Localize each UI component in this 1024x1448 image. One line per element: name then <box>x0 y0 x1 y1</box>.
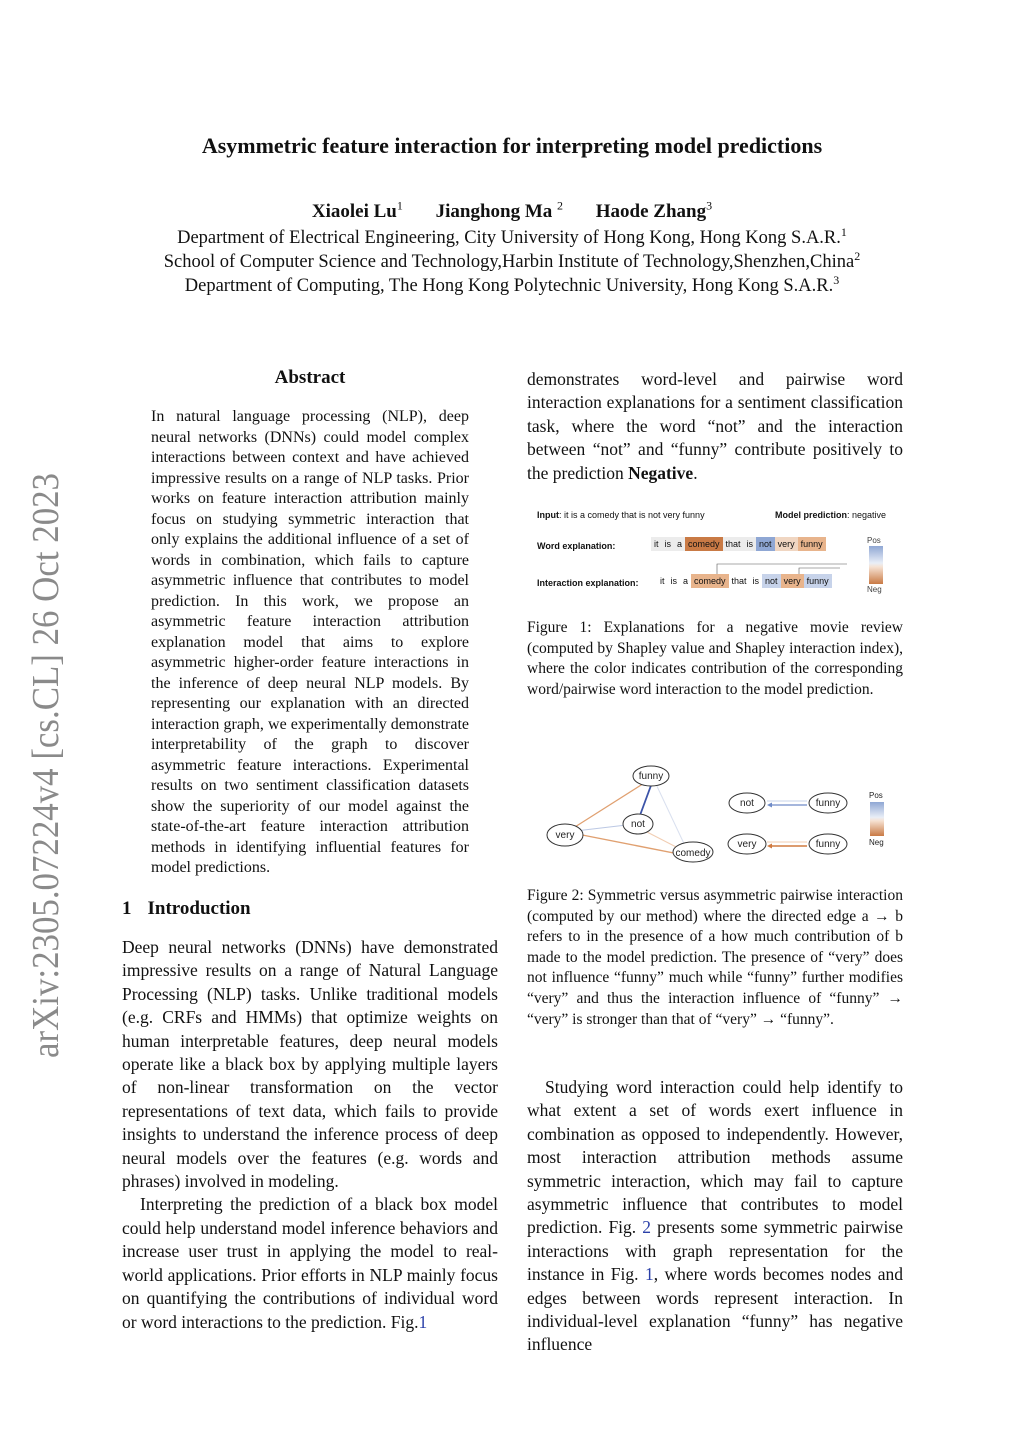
author-1 <box>312 201 403 222</box>
author-1-name: Xiaolei Lu <box>311 201 397 223</box>
fig1-interaction-token: it <box>657 574 668 588</box>
figure-2 <box>527 760 903 872</box>
fig2-ref-link[interactable]: 2 <box>642 1217 652 1238</box>
fig1-arc-comedy <box>717 564 847 574</box>
abstract-body: In natural language processing (NLP), deep neural networks (DNNs) could model complex interactions between context and have achieved impressive results on a range of NLP tasks. Prior works on feature interaction attribution mainly focus on studying symmetric interaction that only explains the additional influence of a set of words in combination, which fails to capture asymmetric influence that contributes to model prediction. In this work, we propose an asymmetric feature interaction attribution explanation model that aims to explore asymmetric higher-order feature interactions in the inference of deep neural NLP models. By representing our explanation with an directed interaction graph, we experimentally demonstrate interpretability of the graph to discover asymmetric feature interactions. Experimental results on two sentiment classification datasets show the superiority of our model against the state-of-the-art feature interaction attribution methods in identifying influential features for model predictions. <box>151 408 469 876</box>
fig2-node-funny-label: funny <box>638 771 664 782</box>
fig2-pair1-funny-label: funny <box>815 798 841 809</box>
section-number: 1 <box>122 898 132 919</box>
affiliation-2-text: School of Computer Science and Technology,Harbin Institute of Technology,Shenzhen,China <box>163 252 855 273</box>
affiliation-1-sup: 1 <box>840 225 847 239</box>
fig2-pair2-very-label: very <box>737 839 757 850</box>
fig1-word-token: that <box>723 537 744 551</box>
fig1-interaction-tokens <box>657 574 832 588</box>
fig1-input-label: Input <box>537 510 559 520</box>
fig1-interaction-token: that <box>729 574 750 588</box>
fig1-word-token: not <box>756 537 775 551</box>
section-heading <box>122 898 251 920</box>
right-top-paragraph <box>527 368 903 485</box>
author-2-name: Jianghong Ma <box>435 201 553 223</box>
fig2-node-comedy-label: comedy <box>675 848 711 859</box>
arxiv-stamp <box>28 470 68 1070</box>
intro-paragraph-1: Deep neural networks (DNNs) have demonstrated impressive results on a range of Natural Language Processing (NLP) tasks. Unlike traditional models (e.g. CRFs and HMMs) that optimize weights on human interpretable features, deep neural models operate like a black box by applying multiple layers of non-linear transformation on the vector representations of text data, which fails to provide insights to understand the inference process of deep neural models over the features (e.g. words and phrases) involved in modeling. <box>122 937 498 1192</box>
fig1-ref-link[interactable]: 1 <box>418 1311 428 1332</box>
right-top-text-end: . <box>693 462 698 483</box>
fig2-edge-funny-comedy <box>655 782 687 850</box>
fig2-node-very-label: very <box>555 830 575 841</box>
fig1-interaction-token: funny <box>804 574 832 588</box>
affiliation-1 <box>0 225 1024 249</box>
fig1-arc-not <box>799 568 840 574</box>
right-top-text <box>527 368 903 485</box>
fig1-word-token: very <box>775 537 798 551</box>
fig1-input-line <box>537 510 705 520</box>
affiliation-2 <box>0 249 1024 273</box>
intro-text <box>122 936 498 1334</box>
fig1-prediction-text: : negative <box>847 510 887 520</box>
fig1-interaction-token: is <box>668 574 681 588</box>
fig1-word-expl-label: Word explanation: <box>537 541 616 551</box>
figure-1-caption: Figure 1: Explanations for a negative movie review (computed by Shapley value and Shapley interaction index), where the color indicates contribution of the corresponding word/pairwise word interaction to the model prediction. <box>527 619 903 698</box>
author-2-sup: 2 <box>557 199 564 213</box>
arxiv-stamp-text: arXiv:2305.07224v4 [cs.CL] 26 Oct 2023 <box>28 470 67 1058</box>
fig1-word-token: is <box>662 537 675 551</box>
fig1-word-tokens <box>651 537 826 551</box>
fig1-interaction-expl-label: Interaction explanation: <box>537 578 639 588</box>
fig2-node-not-label: not <box>631 819 645 830</box>
author-2 <box>436 201 563 222</box>
affiliation-3 <box>0 273 1024 297</box>
fig2-graph <box>527 760 903 872</box>
figure-1 <box>527 508 903 600</box>
fig1-interaction-token: comedy <box>691 574 729 588</box>
right-bottom-text <box>527 1076 903 1357</box>
abstract-heading: Abstract <box>274 367 346 388</box>
figure-2-caption: Figure 2: Symmetric versus asymmetric pairwise interaction (computed by our method) where the directed edge a → b refers to in the presence of a how much contribution of b made to the model prediction. The presence of “very” does not influence “funny” much while “funny” further modifies “very” and thus the interaction influence of “funny” → “very” is stronger than that of “very” → “funny”. <box>527 887 903 1028</box>
fig1-interaction-token: not <box>762 574 781 588</box>
right-bottom-text-a: Studying word interaction could help identify to what extent a set of words exert influence in combination as opposed to independently. However, most interaction attribution methods assume symmetric interaction, which may fail to capture asymmetric influence that contributes to model prediction. Fig. <box>527 1077 903 1238</box>
fig1-word-token: it <box>651 537 662 551</box>
fig1-word-token: comedy <box>685 537 723 551</box>
fig2-pair1-not-label: not <box>740 798 754 809</box>
author-3 <box>596 201 712 222</box>
right-bottom-text-c: , where words becomes nodes and edges between words represent interaction. In individual-level explanation “funny” has negative influence <box>527 1264 903 1355</box>
intro-paragraph-2 <box>122 1193 498 1333</box>
fig1-word-token: is <box>744 537 757 551</box>
fig1-prediction-label: Model prediction <box>775 510 847 520</box>
fig2-pair2-funny-label: funny <box>815 839 841 850</box>
fig2-legend-neg: Neg <box>869 838 884 847</box>
author-list <box>0 199 1024 223</box>
fig1-word-token: funny <box>798 537 826 551</box>
fig1-interaction-token: very <box>781 574 804 588</box>
fig2-legend-bar <box>870 802 884 836</box>
arxiv-stamp-svg <box>28 470 68 1070</box>
fig1-ref-link-2[interactable]: 1 <box>644 1264 654 1285</box>
fig1-legend-neg: Neg <box>867 585 882 594</box>
author-3-sup: 3 <box>706 199 713 213</box>
affiliation-1-text: Department of Electrical Engineering, City University of Hong Kong, Hong Kong S.A.R. <box>177 228 841 249</box>
section-title: Introduction <box>147 898 251 919</box>
fig1-interaction-arcs <box>647 558 847 576</box>
fig2-legend-pos: Pos <box>869 791 883 800</box>
affiliation-3-sup: 3 <box>833 273 840 287</box>
fig1-legend-bar <box>869 546 883 584</box>
right-top-text-a: demonstrates word-level and pairwise word interaction explanations for a sentiment classification task, where the word “not” and the interaction between “not” and “funny” contribute positively to the prediction <box>527 369 903 483</box>
intro-paragraph-2-text: Interpreting the prediction of a black box model could help understand model inference behaviors and increase user trust in applying the model to real-world applications. Prior efforts in NLP mainly focus on quantifying the contributions of individual word or word interactions to the prediction. Fig. <box>122 1194 498 1332</box>
affiliation-2-sup: 2 <box>854 249 861 263</box>
fig1-word-token: a <box>674 537 685 551</box>
author-1-sup: 1 <box>396 199 403 213</box>
right-bottom-text-b: presents some symmetric pairwise interactions with graph representation for the instance in Fig. <box>527 1217 903 1285</box>
author-3-name: Haode Zhang <box>595 201 707 223</box>
fig1-legend-pos: Pos <box>867 536 881 545</box>
fig1-input-text: : it is a comedy that is not very funny <box>559 510 705 520</box>
paper-title: Asymmetric feature interaction for interpreting model predictions <box>201 133 823 158</box>
fig2-pair2-arrowhead <box>767 844 772 849</box>
fig1-prediction-line <box>775 510 886 520</box>
affiliation-3-text: Department of Computing, The Hong Kong Polytechnic University, Hong Kong S.A.R. <box>184 276 834 297</box>
right-bottom-paragraph <box>527 1076 903 1357</box>
right-top-bold: Negative <box>628 462 694 483</box>
fig2-pair1-arrowhead <box>767 803 772 808</box>
fig1-interaction-token: a <box>680 574 691 588</box>
fig1-interaction-token: is <box>750 574 763 588</box>
